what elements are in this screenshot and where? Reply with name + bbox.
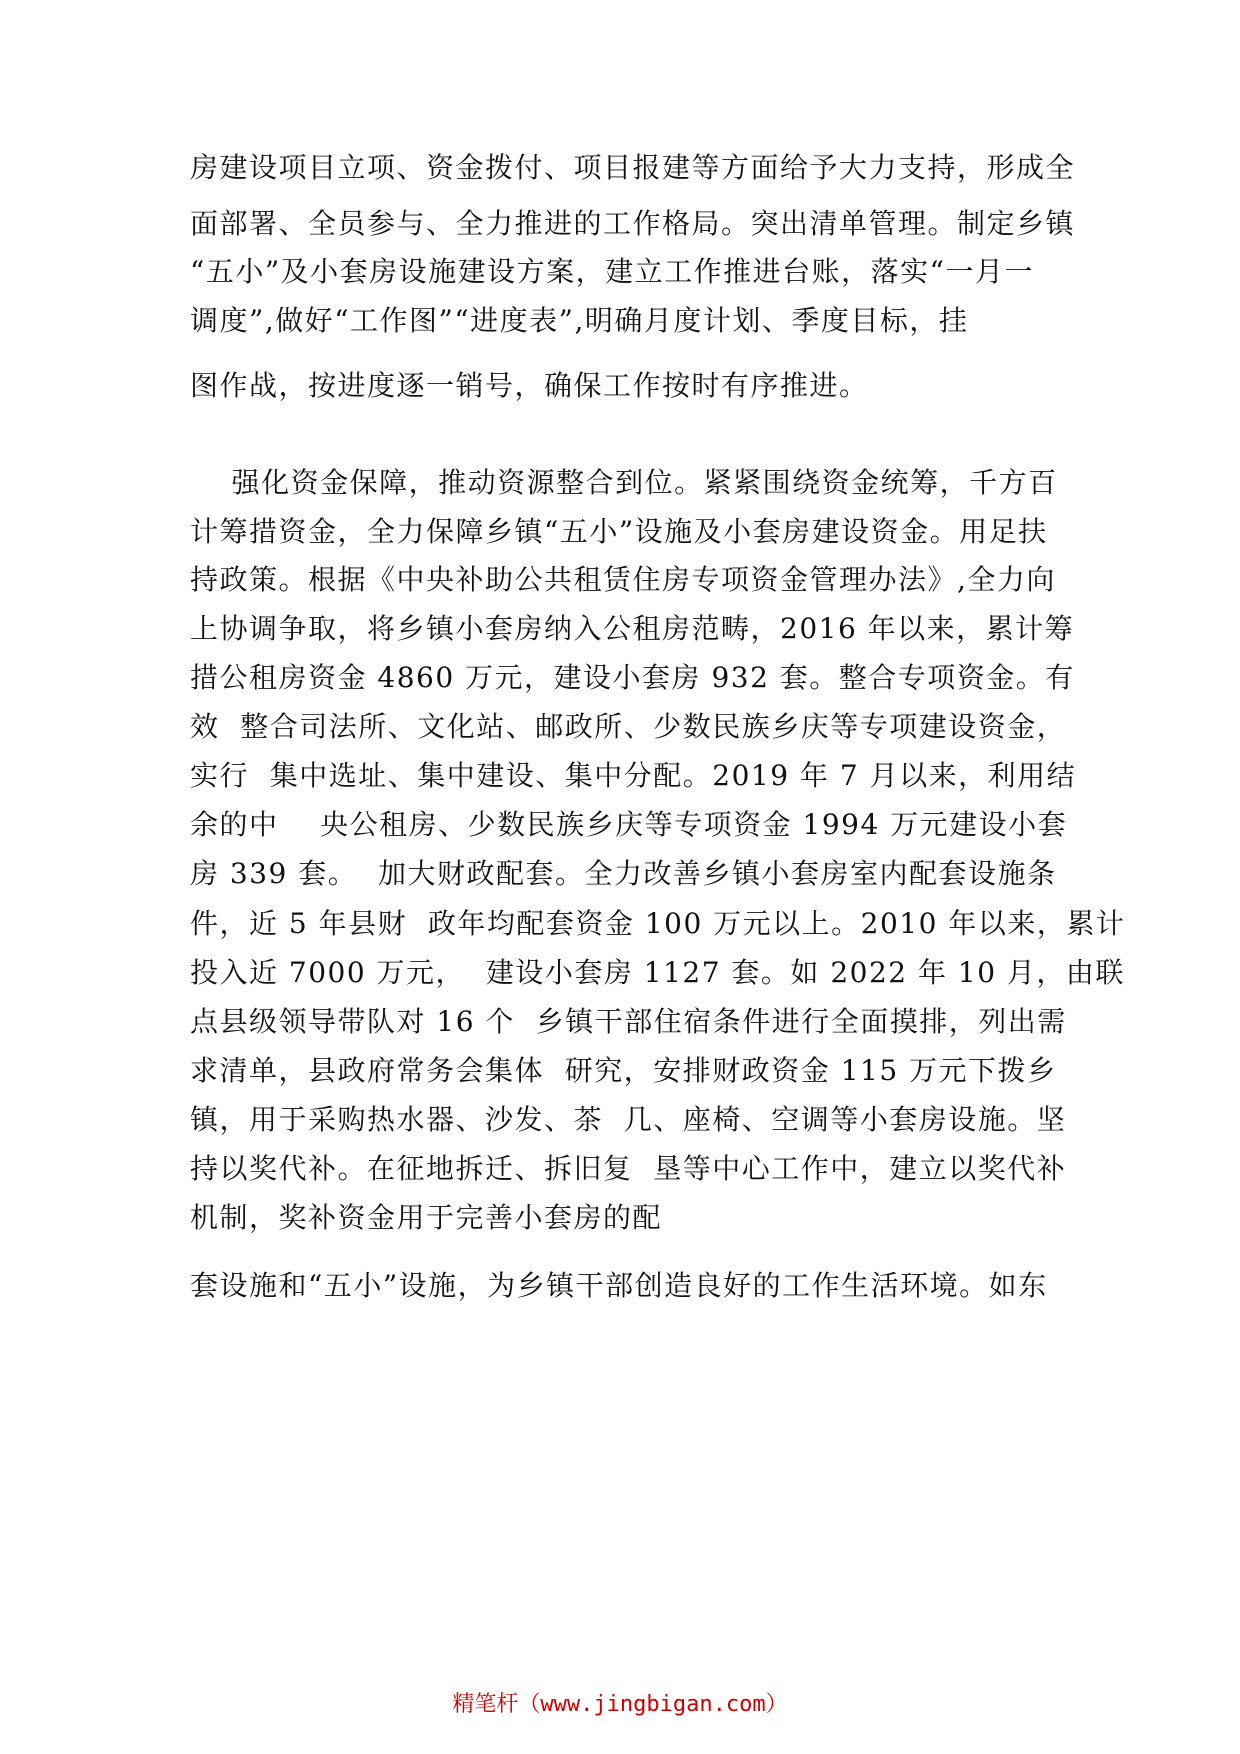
text-line: 套设施和“五小”设施，为乡镇干部创造良好的工作生活环境。如东 xyxy=(190,1269,1048,1302)
text-line: 机制，奖补资金用于完善小套房的配 xyxy=(190,1201,663,1234)
text-line: 图作战，按进度逐一销号，确保工作按时有序推进。 xyxy=(190,369,869,402)
text-line: 房建设项目立项、资金拨付、项目报建等方面给予大力支持，形成全 xyxy=(190,151,1076,184)
text-line: 求清单，县政府常务会集体 研究，安排财政资金 115 万元下拨乡 xyxy=(190,1054,1057,1087)
text-line: 上协调争取，将乡镇小套房纳入公租房范畴，2016 年以来，累计筹 xyxy=(190,612,1075,645)
text-line: 持以奖代补。在征地拆迁、拆旧复 垦等中心工作中，建立以奖代补 xyxy=(190,1152,1067,1185)
text-line: 实行 集中选址、集中建设、集中分配。2019 年 7 月以来，利用结 xyxy=(190,759,1077,792)
text-line: 持政策。根据《中央补助公共租赁住房专项资金管理办法》,全力向 xyxy=(190,563,1056,596)
text-line: 投入近 7000 万元， 建设小套房 1127 套。如 2022 年 10 月，由联 xyxy=(190,956,1125,989)
text-line: 余的中 央公租房、少数民族乡庆等专项资金 1994 万元建设小套 xyxy=(190,808,1068,841)
text-line: 房 339 套。 加大财政配套。全力改善乡镇小套房室内配套设施条 xyxy=(190,857,1057,890)
text-line: 调度”,做好“工作图”“进度表”,明确月度计划、季度目标，挂 xyxy=(190,304,969,337)
text-line: 措公租房资金 4860 万元，建设小套房 932 套。整合专项资金。有 xyxy=(190,661,1075,694)
text-line: 强化资金保障，推动资源整合到位。紧紧围绕资金统筹，千方百 xyxy=(190,466,1058,499)
text-line: “五小”及小套房设施建设方案，建立工作推进台账，落实“一月一 xyxy=(190,255,1034,288)
text-line: 点县级领导带队对 16 个 乡镇干部住宿条件进行全面摸排，列出需 xyxy=(190,1005,1067,1038)
text-line: 计筹措资金，全力保障乡镇“五小”设施及小套房建设资金。用足扶 xyxy=(190,515,1048,548)
text-line: 镇，用于采购热水器、沙发、茶 几、座椅、空调等小套房设施。坚 xyxy=(190,1103,1067,1136)
text-line: 件，近 5 年县财 政年均配套资金 100 万元以上。2010 年以来，累计 xyxy=(190,907,1126,940)
text-line: 面部署、全员参与、全力推进的工作格局。突出清单管理。制定乡镇 xyxy=(190,207,1076,240)
text-line: 效 整合司法所、文化站、邮政所、少数民族乡庆等专项建设资金， xyxy=(190,710,1067,743)
footer-watermark: 精笔杆（www.jingbigan.com） xyxy=(452,1692,788,1717)
